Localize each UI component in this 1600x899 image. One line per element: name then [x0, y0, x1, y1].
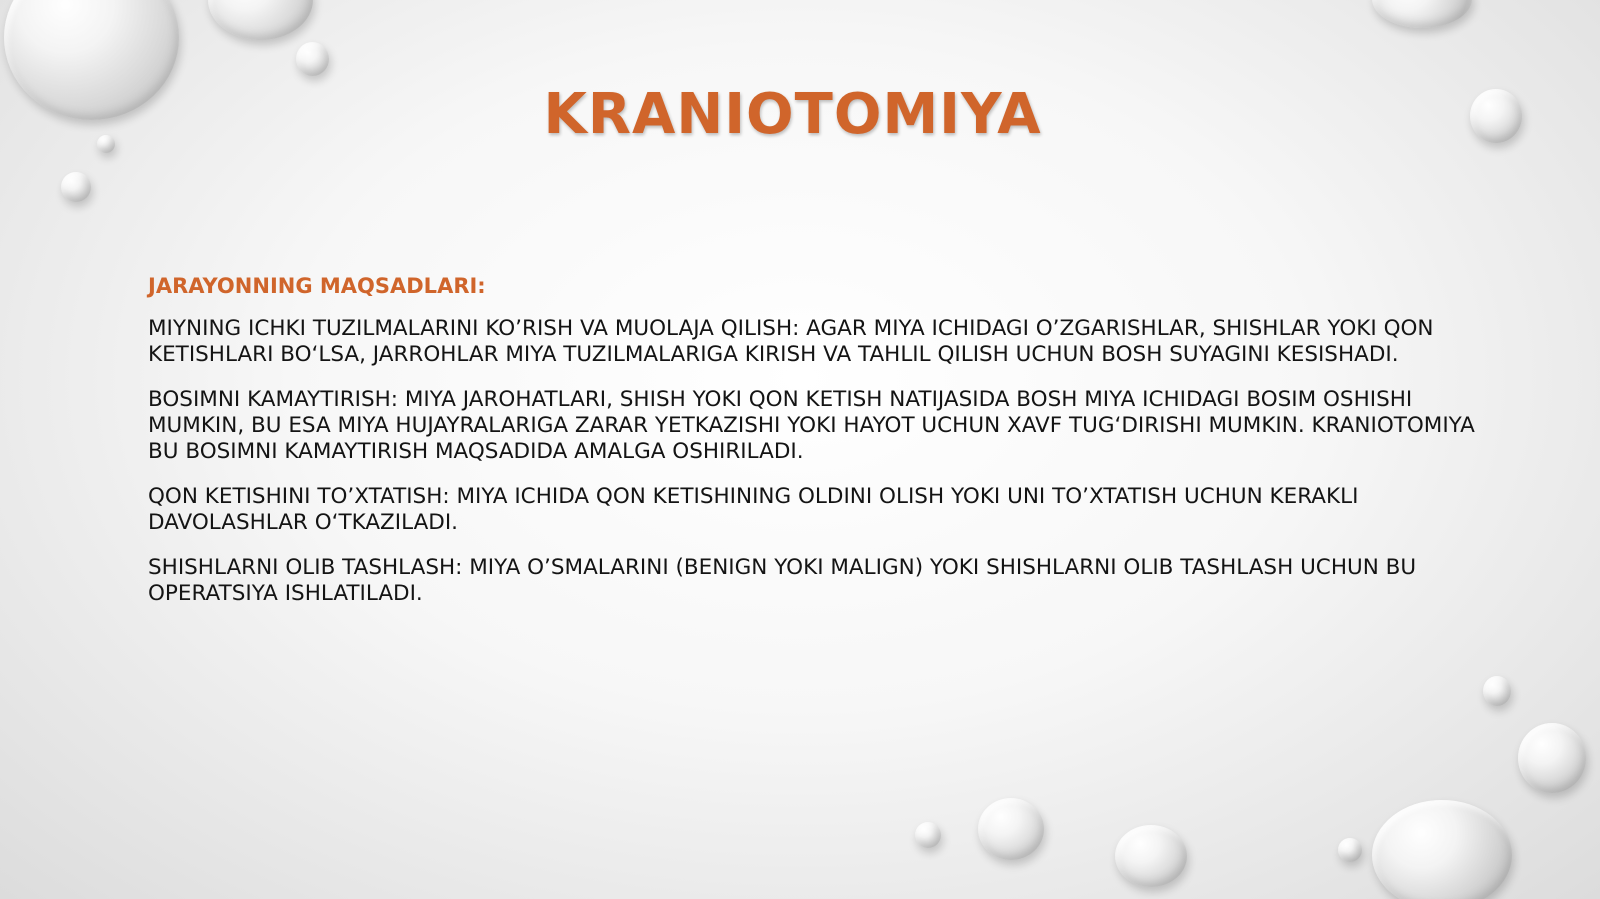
water-drop-decoration [1518, 723, 1586, 793]
water-drop-decoration [208, 0, 313, 40]
water-drop-decoration [296, 42, 329, 76]
body-paragraph-pressure: BOSIMNI KAMAYTIRISH: MIYA JAROHATLARI, SHISH YOKI QON KETISH NATIJASIDA BOSH MIYA ICHIDAGI BOSIM OSHISHI MUMKIN, BU ESA MIYA HUJAYRALARIGA ZARAR YETKAZISHI YOKI HAYOT UCHUN XAVF TUG‘DIRISHI MUMKIN. KRANIOTOMIYA BU BOSIMNI KAMAYTIRISH MAQSADIDA AMALGA OSHIRILADI. [148, 387, 1475, 464]
water-drop-decoration [1338, 838, 1362, 862]
water-drop-decoration [1483, 676, 1511, 706]
water-drop-decoration [915, 822, 941, 848]
water-drop-decoration [1372, 0, 1472, 28]
slide-body [148, 274, 1488, 626]
body-paragraph-bleeding: QON KETISHINI TO’XTATISH: MIYA ICHIDA QON KETISHINING OLDINI OLISH YOKI UNI TO’XTATISH UCHUN KERAKLI DAVOLASHLAR O‘TKAZILADI. [148, 484, 1359, 535]
body-paragraph-structures: MIYNING ICHKI TUZILMALARINI KO’RISH VA MUOLAJA QILISH: AGAR MIYA ICHIDAGI O’ZGARISHLAR, SHISHLAR YOKI QON KETISHLARI BO‘LSA, JARROHLAR MIYA TUZILMALARIGA KIRISH VA TAHLIL QILISH UCHUN BOSH SUYAGINI KESISHADI. [148, 316, 1434, 367]
water-drop-decoration [61, 172, 91, 202]
water-drop-decoration [978, 798, 1044, 860]
water-drop-decoration [1372, 800, 1512, 899]
section-subheading: JARAYONNING MAQSADLARI: [148, 274, 486, 298]
water-drop-decoration [1115, 825, 1187, 887]
body-paragraph-tumors: SHISHLARNI OLIB TASHLASH: MIYA O’SMALARINI (BENIGN YOKI MALIGN) YOKI SHISHLARNI OLIB TASHLASH UCHUN BU OPERATSIYA ISHLATILADI. [148, 555, 1417, 606]
slide-title: KRANIOTOMIYA [543, 82, 1042, 147]
